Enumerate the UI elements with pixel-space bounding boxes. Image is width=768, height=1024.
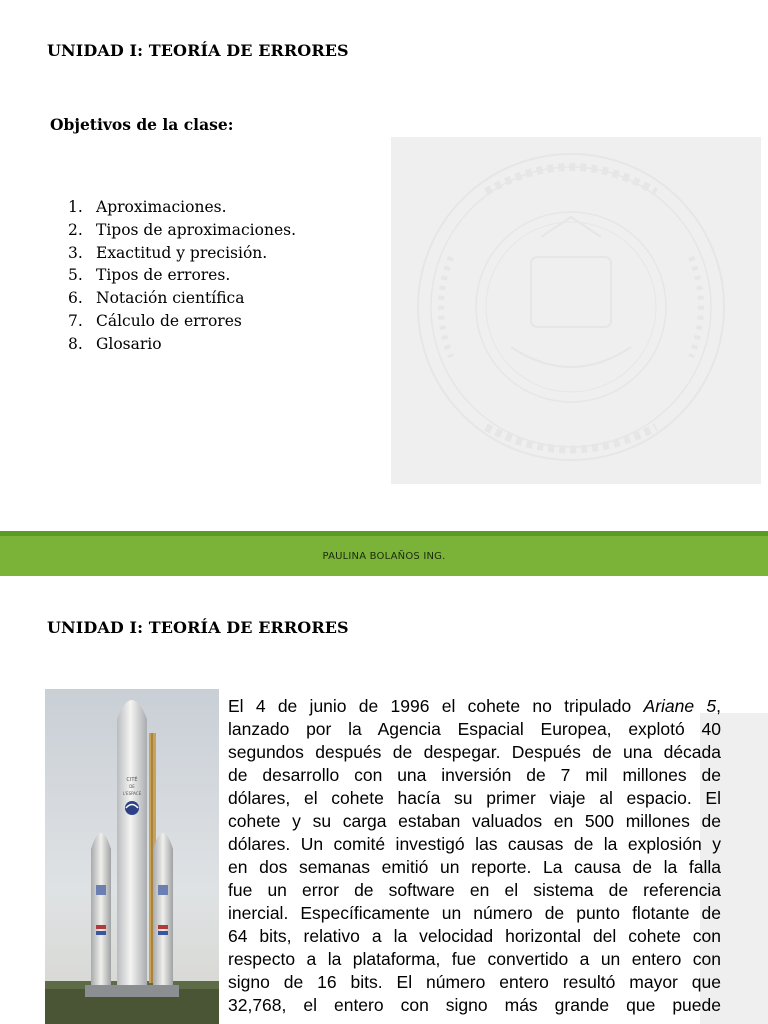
list-item-number: 3. <box>68 243 83 262</box>
paragraph-line: de desarrollo con una inversión de 7 mil millones de <box>228 765 721 785</box>
university-seal-watermark-icon <box>391 137 761 484</box>
list-item-number: 6. <box>68 289 83 308</box>
list-item-text: Tipos de aproximaciones. <box>96 220 297 239</box>
list-item <box>68 310 296 333</box>
list-item-text: Notación científica <box>96 289 245 308</box>
objectives-list <box>68 196 296 356</box>
rocket-lettering-1: CITÉ <box>126 777 138 783</box>
list-item <box>68 333 296 356</box>
ariane-story-paragraph <box>228 695 721 1017</box>
paragraph-line: inercial. Específicamente un número de punto flotante de <box>228 903 721 923</box>
rocket-name: Ariane 5 <box>643 696 717 716</box>
paragraph-line: respecto a la plataforma, fue convertido a un entero con <box>228 949 721 969</box>
list-item-text: Tipos de errores. <box>96 266 231 285</box>
footer-author: PAULINA BOLAÑOS ING. <box>322 551 446 562</box>
list-item-number: 2. <box>68 220 83 239</box>
objectives-title: Objetivos de la clase: <box>50 115 234 134</box>
paragraph-line: dólares. Un comité investigó las causas de la explosión y <box>228 834 721 854</box>
list-item <box>68 242 296 265</box>
paragraph-line: fue un error de software en el sistema de referencia <box>228 880 721 900</box>
paragraph-line: dólares, el cohete hacía su primer viaje al espacio. El <box>228 788 721 808</box>
list-item <box>68 264 296 287</box>
list-item-number: 8. <box>68 334 83 353</box>
unit-title-slide2: UNIDAD I: TEORÍA DE ERRORES <box>47 618 349 637</box>
ariane-rocket-image <box>45 689 219 1024</box>
list-item-text: Aproximaciones. <box>96 198 227 216</box>
paragraph-line: 64 bits, relativo a la velocidad horizontal del cohete con <box>228 926 721 946</box>
list-item-text: Exactitud y precisión. <box>96 243 268 262</box>
paragraph-line: cohete y su carga estaban valuados en 500 millones de <box>228 811 721 831</box>
list-item <box>68 196 296 219</box>
watermark-seal-panel <box>391 137 761 484</box>
list-item <box>68 219 296 242</box>
paragraph-line: 32,768, el entero con signo más grande que puede <box>228 995 721 1015</box>
list-item-number: 7. <box>68 311 83 330</box>
paragraph-line: signo de 16 bits. El número entero resultó mayor que <box>228 972 721 992</box>
paragraph-line: lanzado por la Agencia Espacial Europea, explotó 40 <box>228 719 721 739</box>
list-item-text: Cálculo de errores <box>96 311 242 330</box>
list-item <box>68 287 296 310</box>
paragraph-line: en dos semanas emitió un reporte. La causa de la falla <box>228 857 721 877</box>
list-item-number: 5. <box>68 266 83 285</box>
rocket-lettering-2: DE <box>129 784 135 789</box>
rocket-illustration-icon <box>45 689 219 1024</box>
paragraph-line: segundos después de despegar. Después de una década <box>228 742 721 762</box>
list-item-number: 1. <box>68 198 83 216</box>
rocket-lettering-3: L'ESPACE <box>122 791 142 796</box>
list-item-text: Glosario <box>96 334 162 353</box>
paragraph-line: El 4 de junio de 1996 el cohete no tripulado Ariane 5, <box>228 696 721 716</box>
unit-title-slide1: UNIDAD I: TEORÍA DE ERRORES <box>47 41 349 60</box>
